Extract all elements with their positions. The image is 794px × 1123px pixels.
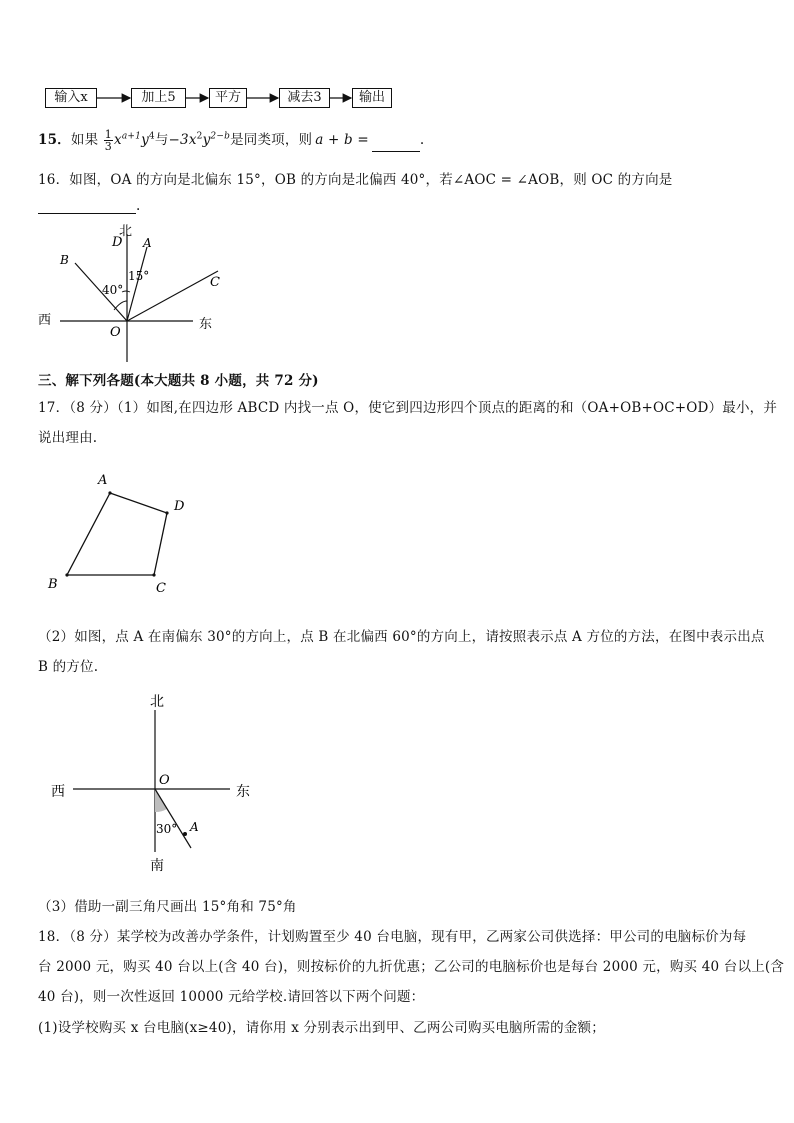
q15-term2-exp: 2: [196, 131, 203, 142]
q15-suffix: 是同类项，则: [230, 132, 313, 148]
q15-term2-base: −3x: [168, 132, 197, 148]
q15-fraction: [104, 129, 113, 152]
q16-label-a: A: [143, 236, 152, 250]
quad-label-c: C: [156, 581, 166, 596]
q15-frac-num: 1: [104, 128, 112, 141]
compass-label-east: 东: [236, 784, 250, 800]
q17-quadrilateral-figure: [40, 470, 200, 600]
q17-part2-line2: B 的方位.: [38, 659, 99, 675]
q16-label-east: 东: [199, 317, 213, 332]
q16-end: .: [136, 198, 141, 214]
q16-ray-oa: [127, 247, 150, 321]
q18-line2: 台 2000 元，购买 40 台以上(含 40 台)，则按标价的九折优惠；乙公司的电脑标价也是每台 2000 元，购买 40 台以上(含: [38, 959, 785, 975]
compass-label-o: O: [159, 773, 170, 788]
flow-box-square: 平方: [209, 88, 247, 108]
quad-label-d: D: [174, 499, 185, 514]
q16-label-15deg: 15°: [128, 269, 150, 283]
quadrilateral-abcd: [67, 493, 167, 575]
q15-answer-blank[interactable]: [372, 137, 420, 152]
q16-answer-blank[interactable]: [38, 199, 136, 214]
q17-part2-line1: （2）如图，点 A 在南偏东 30°的方向上，点 B 在北偏西 60°的方向上，请按照表示点 A 方位的方法，在图中表示出点: [38, 629, 765, 645]
q15-end: .: [419, 132, 425, 148]
q16-label-west: 西: [38, 313, 52, 328]
q16-label-b: B: [60, 253, 69, 267]
q16-direction-figure: [30, 222, 230, 364]
compass-ray-oa: [155, 789, 191, 848]
q15-term1-exp: a+1: [121, 131, 142, 142]
compass-label-west: 西: [51, 784, 65, 800]
compass-label-north: 北: [150, 694, 164, 710]
q15-prefix: 如果: [70, 132, 99, 148]
q16-label-o: O: [110, 325, 121, 340]
q15-expression: a + b =: [315, 132, 369, 148]
q15-connector: 与: [154, 132, 169, 148]
section-3-title: 三、解下列各题(本大题共 8 小题，共 72 分): [38, 373, 319, 389]
q17-part1-line2: 说出理由.: [38, 430, 98, 446]
q18-line1: 18．（8 分）某学校为改善办学条件，计划购置至少 40 台电脑，现有甲，乙两家公司供选择：甲公司的电脑标价为每: [38, 929, 747, 945]
q15-term1-base2: y: [141, 132, 149, 148]
flow-box-output: 输出: [352, 88, 392, 108]
q15-number: 15．: [38, 132, 71, 148]
question-16: [38, 168, 672, 188]
compass-label-a: A: [190, 820, 199, 834]
q16-answer-line: [38, 198, 141, 214]
question-15: [38, 128, 424, 152]
q16-text: 16．如图，OA 的方向是北偏东 15°，OB 的方向是北偏西 40°，若∠AOC = ∠AOB，则 OC 的方向是: [38, 172, 673, 188]
q16-label-d: D: [112, 235, 123, 250]
q16-label-north: 北: [119, 224, 133, 239]
q18-line4: (1)设学校购买 x 台电脑(x≥40)，请你用 x 分别表示出到甲、乙两公司购买电脑所需的金额；: [38, 1020, 605, 1036]
q17-part3: （3）借助一副三角尺画出 15°角和 75°角: [38, 899, 297, 915]
flow-box-input: 输入x: [45, 88, 97, 108]
compass-label-south: 南: [150, 858, 164, 874]
flow-box-minus3: 减去3: [279, 88, 330, 108]
q15-term2-base2: y: [202, 132, 211, 148]
q15-frac-den: 3: [104, 140, 112, 153]
q17-compass-figure: [40, 688, 270, 874]
quad-label-b: B: [48, 577, 58, 592]
q16-label-c: C: [210, 275, 220, 290]
q15-term1-base: x: [114, 132, 122, 148]
q16-label-40deg: 40°: [102, 283, 124, 297]
q15-term1-exp2: 4: [148, 131, 155, 142]
flow-arrows: [0, 0, 794, 120]
compass-label-30deg: 30°: [156, 822, 178, 836]
flow-box-add5: 加上5: [131, 88, 186, 108]
q18-line3: 40 台)，则一次性返回 10000 元给学校.请回答以下两个问题：: [38, 989, 425, 1005]
quad-label-a: A: [98, 473, 108, 488]
q15-term2-exp2: 2−b: [210, 131, 231, 142]
compass-point-a: [183, 832, 187, 836]
q17-part1-line1: 17．（8 分）（1）如图,在四边形 ABCD 内找一点 O，使它到四边形四个顶点的距离的和（OA+OB+OC+OD）最小，并: [38, 400, 778, 416]
